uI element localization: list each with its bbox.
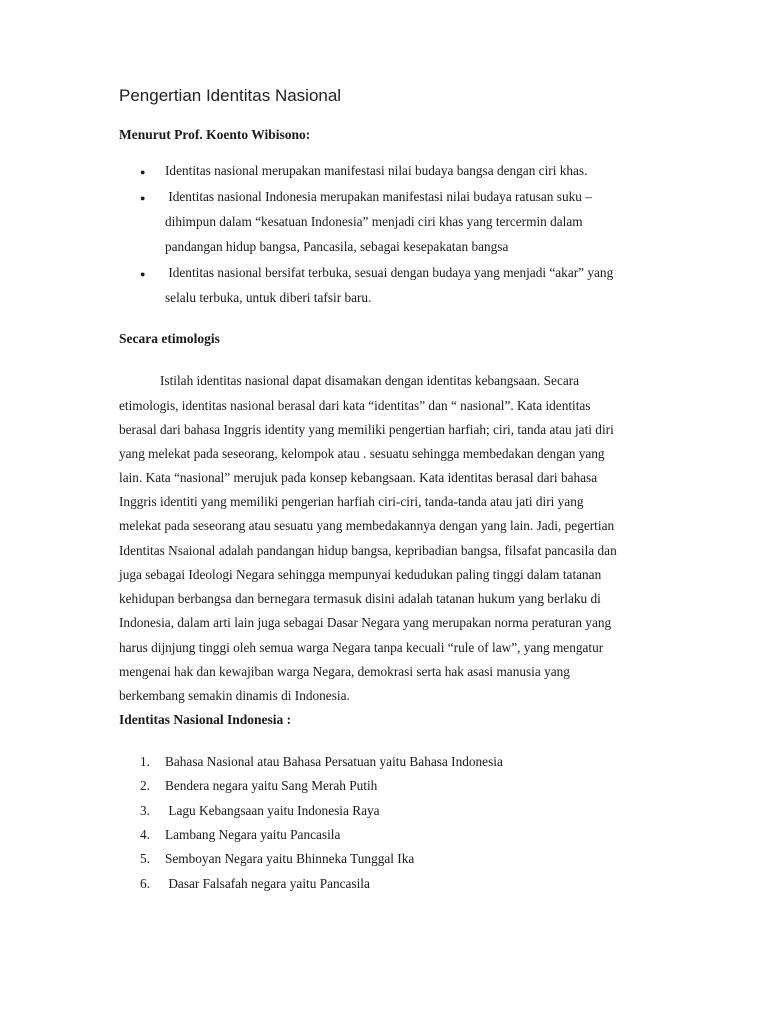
- list-number: 2.: [140, 778, 150, 793]
- paragraph-line: harus dijnjung tinggi oleh semua warga Negara tanpa kecuali “rule of law”, yang mengatur: [119, 640, 604, 655]
- paragraph-line: Indonesia, dalam arti lain juga sebagai Dasar Negara yang merupakan norma peraturan yang: [119, 615, 612, 630]
- list-number: 1.: [140, 754, 150, 769]
- list-item: Bahasa Nasional atau Bahasa Persatuan yaitu Bahasa Indonesia: [165, 754, 503, 769]
- list-number: 3.: [140, 803, 150, 818]
- paragraph-line: berasal dari bahasa Inggris identity yang memiliki pengertian harfiah; ciri, tanda atau jati diri: [119, 422, 614, 437]
- page-title: Pengertian Identitas Nasional: [119, 86, 342, 105]
- bullet-3-line-2: selalu terbuka, untuk diberi tafsir baru.: [165, 290, 372, 305]
- list-item: Semboyan Negara yaitu Bhinneka Tunggal Ika: [165, 851, 415, 866]
- paragraph-line: Identitas Nsaional adalah pandangan hidup bangsa, kepribadian bangsa, filsafat pancasila dan: [119, 543, 617, 558]
- paragraph-line: yang melekat pada seseorang, kelompok atau . sesuatu sehingga membedakan dengan yang: [119, 446, 605, 461]
- paragraph-line: berkembang semakin dinamis di Indonesia.: [119, 688, 350, 703]
- bullet-1-line-1: Identitas nasional merupakan manifestasi nilai budaya bangsa dengan ciri khas.: [165, 163, 588, 178]
- list-item: Lagu Kebangsaan yaitu Indonesia Raya: [165, 803, 380, 818]
- list-number: 5.: [140, 851, 150, 866]
- paragraph-line: mengenai hak dan kewajiban warga Negara, demokrasi serta hak asasi manusia yang: [119, 664, 570, 679]
- section-heading-etimologis: Secara etimologis: [119, 331, 220, 346]
- paragraph-line: melekat pada seseorang atau sesuatu yang membedakannya dengan yang lain. Jadi, pegertian: [119, 518, 615, 533]
- paragraph-line: etimologis, identitas nasional berasal dari kata “identitas” dan “ nasional”. Kata identitas: [119, 398, 591, 413]
- bullet-2-line-1: Identitas nasional Indonesia merupakan manifestasi nilai budaya ratusan suku –: [165, 189, 592, 204]
- list-item: Lambang Negara yaitu Pancasila: [165, 827, 341, 842]
- bullet-3-line-1: Identitas nasional bersifat terbuka, sesuai dengan budaya yang menjadi “akar” yang: [165, 265, 614, 280]
- list-item: Dasar Falsafah negara yaitu Pancasila: [165, 876, 370, 891]
- list-number: 6.: [140, 876, 150, 891]
- bullet-2-line-3: pandangan hidup bangsa, Pancasila, sebagai kesepakatan bangsa: [165, 239, 509, 254]
- section-heading-koento: Menurut Prof. Koento Wibisono:: [119, 127, 311, 142]
- paragraph-line: Inggris identiti yang memiliki pengerian harfiah ciri-ciri, tanda-tanda atau jati diri yang: [119, 494, 584, 509]
- paragraph-line: Istilah identitas nasional dapat disamakan dengan identitas kebangsaan. Secara: [160, 373, 580, 388]
- bullet-marker: ●: [140, 193, 146, 203]
- paragraph-line: lain. Kata “nasional” merujuk pada konsep kebangsaan. Kata identitas berasal dari bahasa: [119, 470, 598, 485]
- section-heading-identitas-indonesia: Identitas Nasional Indonesia :: [119, 712, 292, 727]
- bullet-marker: ●: [140, 269, 146, 279]
- list-number: 4.: [140, 827, 150, 842]
- list-item: Bendera negara yaitu Sang Merah Putih: [165, 778, 378, 793]
- paragraph-line: juga sebagai Ideologi Negara sehingga mempunyai kedudukan paling tinggi dalam tatanan: [119, 567, 602, 582]
- bullet-2-line-2: dihimpun dalam “kesatuan Indonesia” menjadi ciri khas yang tercermin dalam: [165, 214, 583, 229]
- paragraph-line: kehidupan berbangsa dan bernegara termasuk disini adalah tatanan hukum yang berlaku di: [119, 591, 601, 606]
- bullet-marker: ●: [140, 167, 146, 177]
